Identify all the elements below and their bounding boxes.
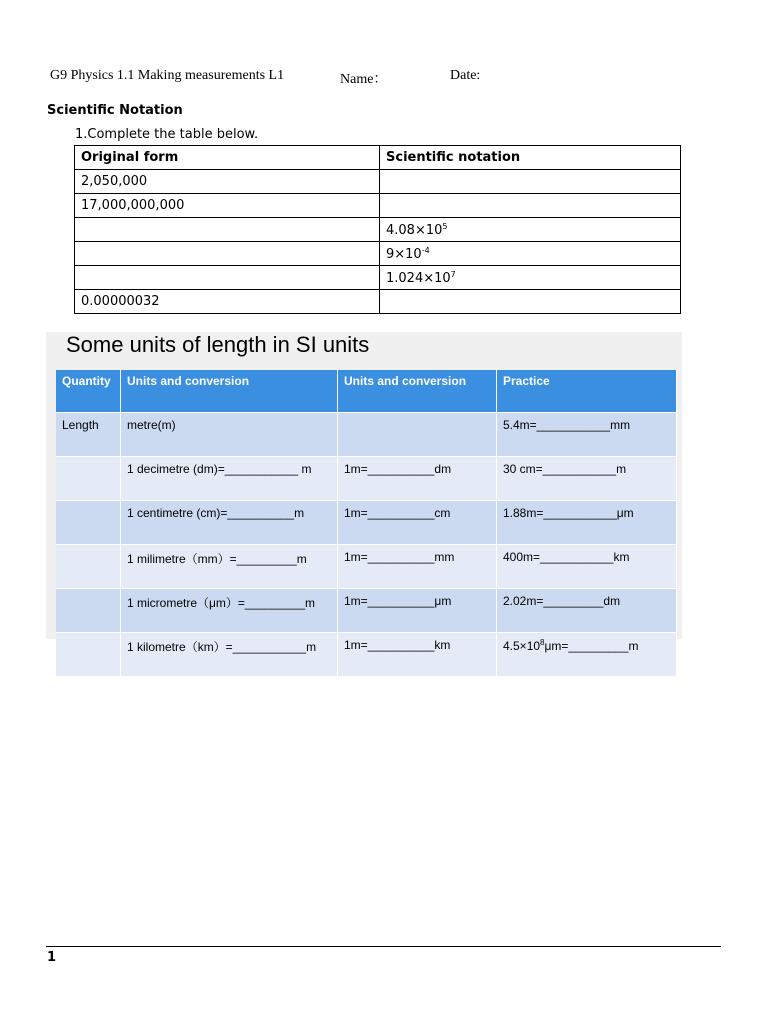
- table-row: [56, 501, 677, 545]
- notation-cell[interactable]: [380, 266, 681, 290]
- table-row: [56, 545, 677, 589]
- notation-cell[interactable]: [380, 290, 681, 314]
- notation-base: 4.08×10: [386, 222, 443, 238]
- unit-cell: 1 decimetre (dm)=___________ m: [121, 457, 338, 501]
- conversion-cell: 1m=__________dm: [338, 457, 497, 501]
- column-header: Practice: [497, 370, 677, 413]
- table-header-row: [56, 370, 677, 413]
- column-header: Scientific notation: [380, 146, 681, 170]
- notation-base: 1.024×10: [386, 270, 451, 286]
- course-title: G9 Physics 1.1 Making measurements L1: [50, 68, 285, 83]
- quantity-cell: [56, 545, 121, 589]
- notation-cell[interactable]: [380, 242, 681, 266]
- column-header: Units and conversion: [338, 370, 497, 413]
- notation-exponent: -4: [421, 245, 430, 255]
- practice-cell: 5.4m=___________mm: [497, 413, 677, 457]
- quantity-cell: [56, 457, 121, 501]
- original-cell[interactable]: [75, 266, 380, 290]
- quantity-cell: [56, 633, 121, 677]
- scientific-notation-table: [74, 145, 681, 314]
- practice-cell: 30 cm=___________m: [497, 457, 677, 501]
- unit-cell: 1 milimetre（mm）=_________m: [121, 545, 338, 589]
- page-number: 1: [47, 950, 57, 965]
- unit-cell: 1 micrometre（μm）=_________m: [121, 589, 338, 633]
- quantity-cell: Length: [56, 413, 121, 457]
- table-row: [75, 242, 681, 266]
- practice-exponent: 8: [540, 638, 545, 647]
- original-cell[interactable]: 0.00000032: [75, 290, 380, 314]
- table-header-row: [75, 146, 681, 170]
- column-header: Original form: [75, 146, 380, 170]
- practice-cell: [497, 633, 677, 677]
- notation-exponent: 5: [442, 221, 448, 231]
- conversion-cell: 1m=__________km: [338, 633, 497, 677]
- conversion-cell: [338, 413, 497, 457]
- practice-cell: 1.88m=___________μm: [497, 501, 677, 545]
- table-row: [75, 170, 681, 194]
- conversion-cell: 1m=__________cm: [338, 501, 497, 545]
- table-row: [75, 218, 681, 242]
- table-row: [56, 633, 677, 677]
- instruction-text: 1.Complete the table below.: [75, 127, 259, 142]
- notation-base: 9×10: [386, 246, 422, 262]
- notation-cell[interactable]: [380, 194, 681, 218]
- original-cell[interactable]: 2,050,000: [75, 170, 380, 194]
- unit-cell: 1 centimetre (cm)=__________m: [121, 501, 338, 545]
- original-cell[interactable]: [75, 242, 380, 266]
- practice-cell: 2.02m=_________dm: [497, 589, 677, 633]
- conversion-cell: 1m=__________mm: [338, 545, 497, 589]
- conversion-cell: 1m=__________μm: [338, 589, 497, 633]
- notation-cell[interactable]: [380, 170, 681, 194]
- section-title: Scientific Notation: [47, 103, 183, 118]
- table-row: [75, 266, 681, 290]
- original-cell[interactable]: [75, 218, 380, 242]
- practice-cell: 400m=___________km: [497, 545, 677, 589]
- column-header: Units and conversion: [121, 370, 338, 413]
- table-row: [75, 290, 681, 314]
- footer-divider: [46, 946, 721, 947]
- date-label: Date:: [450, 68, 481, 83]
- si-units-table: [56, 370, 677, 676]
- name-label: Name：: [340, 72, 388, 87]
- original-cell[interactable]: 17,000,000,000: [75, 194, 380, 218]
- table-row: [56, 589, 677, 633]
- practice-rest: μm=_________m: [544, 639, 639, 653]
- unit-cell: metre(m): [121, 413, 338, 457]
- table-row: [75, 194, 681, 218]
- si-units-title: Some units of length in SI units: [66, 332, 370, 357]
- notation-exponent: 7: [450, 269, 456, 279]
- unit-cell: 1 kilometre（km）=___________m: [121, 633, 338, 677]
- quantity-cell: [56, 501, 121, 545]
- practice-base: 4.5×10: [503, 639, 541, 653]
- table-row: [56, 457, 677, 501]
- quantity-cell: [56, 589, 121, 633]
- column-header: Quantity: [56, 370, 121, 413]
- table-row: [56, 413, 677, 457]
- notation-cell[interactable]: [380, 218, 681, 242]
